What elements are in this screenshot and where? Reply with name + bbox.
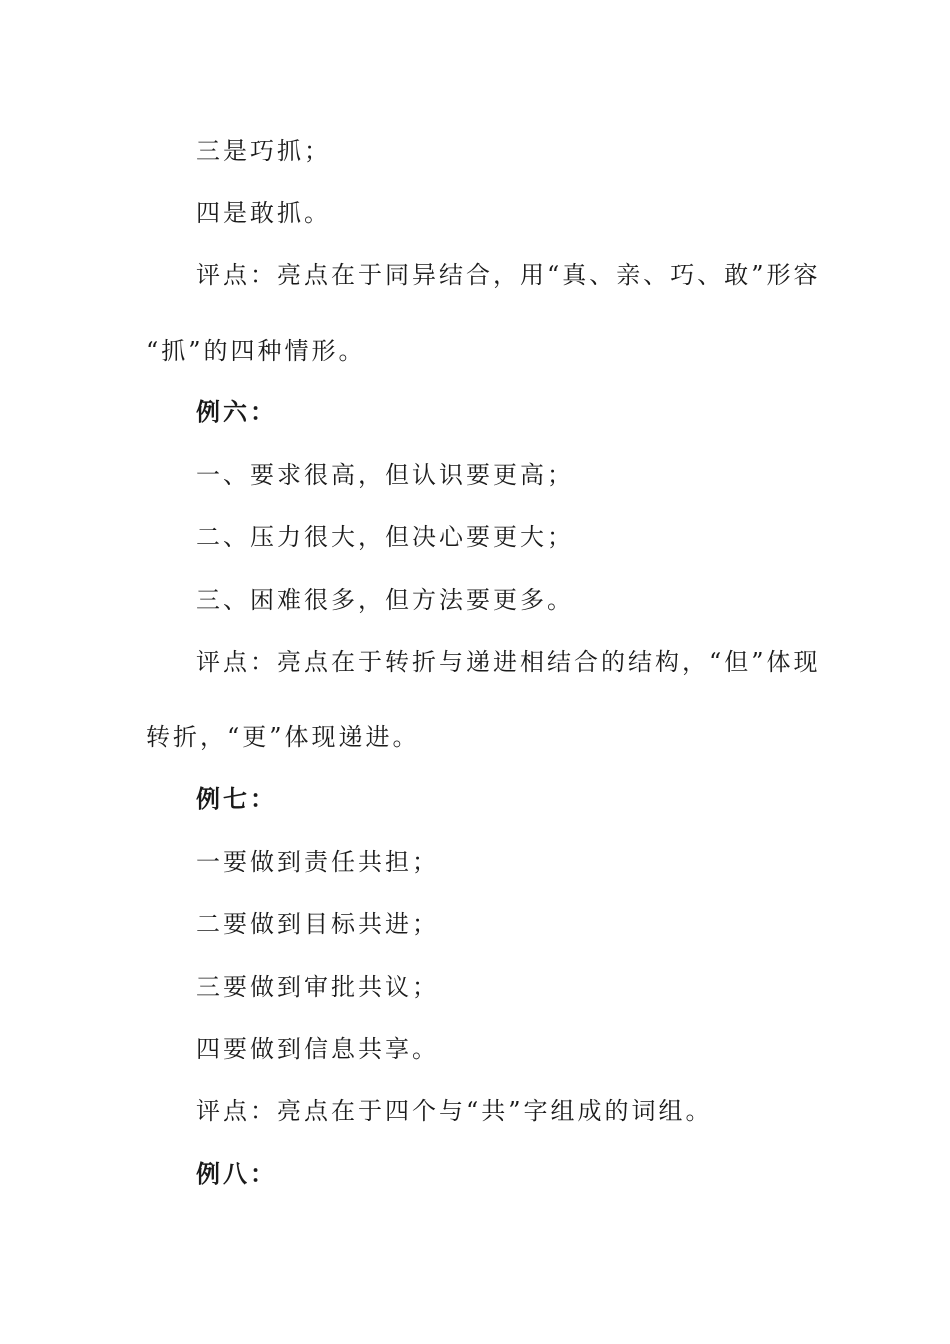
text-line-yi-yaoqiu: 一、要求很高，但认识要更高； bbox=[196, 461, 574, 489]
comment-line-2: 评点：亮点在于转折与递进相结合的结构，“但”体现 bbox=[196, 648, 821, 676]
comment-line-2-continued: 转折，“更”体现递进。 bbox=[146, 723, 420, 751]
example-six-heading: 例六： bbox=[196, 397, 277, 426]
text-line-yi-zeren: 一要做到责任共担； bbox=[196, 848, 439, 876]
text-line-san-shi-qiao-zhua: 三是巧抓； bbox=[196, 137, 331, 165]
example-eight-heading: 例八： bbox=[196, 1159, 277, 1188]
example-seven-heading: 例七： bbox=[196, 784, 277, 813]
comment-line-1: 评点：亮点在于同异结合，用“真、亲、巧、敢”形容 bbox=[196, 261, 821, 289]
comment-line-3: 评点：亮点在于四个与“共”字组成的词组。 bbox=[196, 1097, 713, 1125]
comment-line-1-continued: “抓”的四种情形。 bbox=[146, 337, 366, 365]
text-line-si-xinxi: 四要做到信息共享。 bbox=[196, 1035, 439, 1063]
text-line-san-shenpi: 三要做到审批共议； bbox=[196, 973, 439, 1001]
text-line-er-mubiao: 二要做到目标共进； bbox=[196, 910, 439, 938]
text-line-er-yali: 二、压力很大，但决心要更大； bbox=[196, 523, 574, 551]
text-line-san-kunnan: 三、困难很多，但方法要更多。 bbox=[196, 586, 574, 614]
text-line-si-shi-gan-zhua: 四是敢抓。 bbox=[196, 199, 331, 227]
